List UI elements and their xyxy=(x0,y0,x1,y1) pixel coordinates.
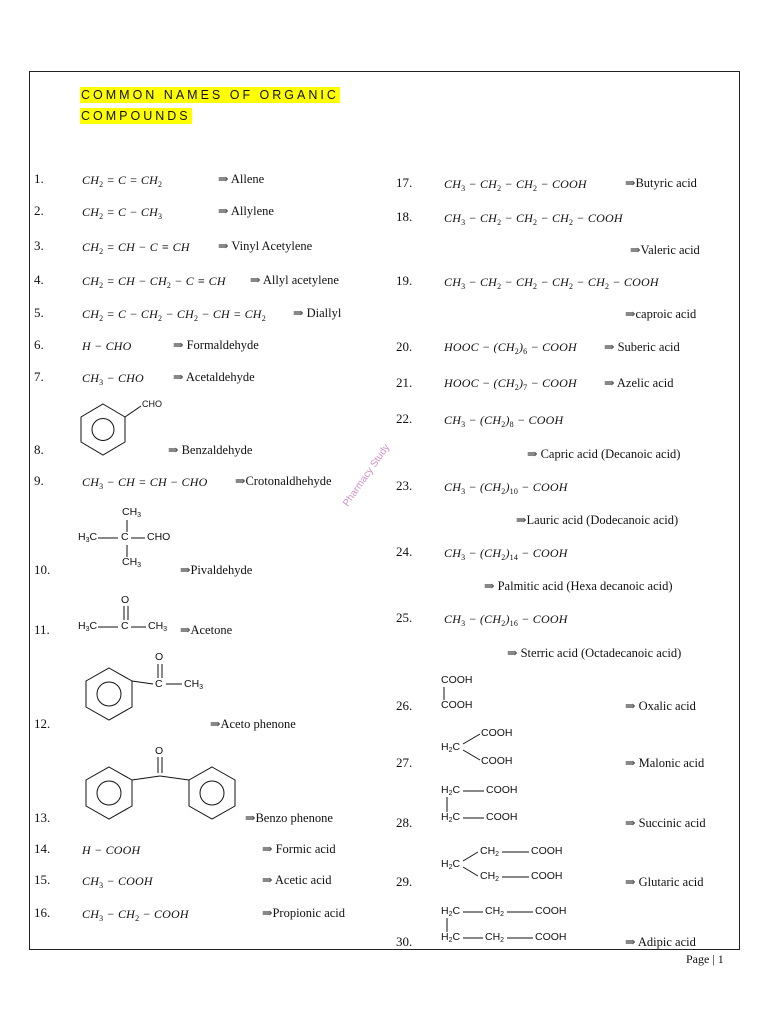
item-number: 14. xyxy=(34,841,51,856)
watermark-stamp: Pharmacy Study xyxy=(341,442,393,509)
item-number: 18. xyxy=(396,209,413,224)
item-number: 20. xyxy=(396,339,413,354)
page-number: Page | 1 xyxy=(686,952,724,966)
page-title-line2: COMPOUNDS xyxy=(81,109,191,123)
item-number: 30. xyxy=(396,934,413,949)
item-number: 6. xyxy=(34,337,44,352)
name-10: ⇒Pivaldehyde xyxy=(180,563,253,577)
item-number: 2. xyxy=(34,203,44,218)
h2c-top: $H_2C$ xyxy=(441,905,461,918)
ch2-bottom: $CH_2$ xyxy=(485,931,505,944)
name-21: ⇒ Azelic acid xyxy=(604,376,674,390)
name-27: ⇒ Malonic acid xyxy=(625,756,705,770)
formula-21: HOOC − $(CH_2)_7$ − COOH xyxy=(444,376,577,392)
item-number: 16. xyxy=(34,905,51,920)
formula-9: $CH_3$ − CH = CH − CHO xyxy=(82,475,208,491)
h2c-top: $H_2C$ xyxy=(441,784,461,797)
o-label: O xyxy=(155,745,164,757)
item-number: 23. xyxy=(396,478,413,493)
h2c-bottom: $H_2C$ xyxy=(441,811,461,824)
name-7: ⇒ Acetaldehyde xyxy=(173,370,255,384)
name-29: ⇒ Glutaric acid xyxy=(625,875,704,889)
name-5: ⇒ Diallyl xyxy=(293,306,342,320)
ch3-acetone: $CH_3$ xyxy=(148,620,168,633)
item-number: 13. xyxy=(34,810,51,825)
formula-19: $CH_3 - CH_2 - CH_2 - CH_2 - CH_2$ − COOH xyxy=(444,275,659,291)
name-24: ⇒ Palmitic acid (Hexa decanoic acid) xyxy=(484,579,673,593)
item-number: 29. xyxy=(396,874,413,889)
item-number: 22. xyxy=(396,411,413,426)
h2c-label: $H_2C$ xyxy=(441,858,461,871)
ch2-bottom: $CH_2$ xyxy=(480,870,500,883)
cooh-top: COOH xyxy=(441,674,473,686)
name-25: ⇒ Sterric acid (Octadecanoic acid) xyxy=(507,646,682,660)
cooh-top: COOH xyxy=(481,727,513,739)
name-8: ⇒ Benzaldehyde xyxy=(168,443,253,457)
cooh-bottom: COOH xyxy=(531,870,563,882)
ch3-top: $CH_3$ xyxy=(122,506,142,519)
item-number: 27. xyxy=(396,755,413,770)
cho-label: CHO xyxy=(142,399,162,409)
cooh-top: COOH xyxy=(531,845,563,857)
item-number: 9. xyxy=(34,473,44,488)
benzene-ring-icon xyxy=(86,668,132,720)
name-4: ⇒ Allyl acetylene xyxy=(250,273,339,287)
ch2-top: $CH_2$ xyxy=(480,845,500,858)
name-23: ⇒Lauric acid (Dodecanoic acid) xyxy=(516,513,679,527)
ch2-top: $CH_2$ xyxy=(485,905,505,918)
formula-15: $CH_3$ − COOH xyxy=(82,874,153,890)
cooh-bottom: COOH xyxy=(486,811,518,823)
o-label: O xyxy=(155,651,164,663)
formula-4: $CH_2$ = CH − $CH_2 - C$ ≡ CH xyxy=(82,274,226,290)
item-number: 24. xyxy=(396,544,413,559)
item-number: 1. xyxy=(34,171,44,186)
formula-22: $CH_3 - (CH_2)_8$ − COOH xyxy=(444,413,564,429)
item-number: 21. xyxy=(396,375,413,390)
name-2: ⇒ Allylene xyxy=(218,204,274,218)
formula-18: $CH_3 - CH_2 - CH_2 - CH_2$ − COOH xyxy=(444,211,623,227)
page-title-line1: COMMON NAMES OF ORGANIC xyxy=(81,88,339,102)
formula-2: $CH_2 = C - CH_3$ xyxy=(82,205,163,221)
item-number: 26. xyxy=(396,698,413,713)
item-number: 8. xyxy=(34,442,44,457)
item-number: 10. xyxy=(34,562,51,577)
name-11: ⇒Acetone xyxy=(180,623,233,637)
item-number: 25. xyxy=(396,610,413,625)
item-number: 5. xyxy=(34,305,44,320)
formula-16: $CH_3 - CH_2$ − COOH xyxy=(82,907,189,923)
item-number: 3. xyxy=(34,238,44,253)
ch3-bottom: $CH_3$ xyxy=(122,556,142,569)
name-15: ⇒ Acetic acid xyxy=(262,873,332,887)
name-13: ⇒Benzo phenone xyxy=(245,811,333,825)
cooh-top: COOH xyxy=(535,905,567,917)
item-number: 15. xyxy=(34,872,51,887)
formula-14: H − COOH xyxy=(82,843,141,857)
h2c-label: $H_2C$ xyxy=(441,741,461,754)
cooh-top: COOH xyxy=(486,784,518,796)
formula-24: $CH_3 - (CH_2)_{14}$ − COOH xyxy=(444,546,568,562)
h2c-bottom: $H_2C$ xyxy=(441,931,461,944)
formula-5: $CH_2 = C - CH_2 - CH_2$ − CH = $CH_2$ xyxy=(82,307,266,323)
formula-6: H − CHO xyxy=(82,339,132,353)
name-22: ⇒ Capric acid (Decanoic acid) xyxy=(527,447,681,461)
name-28: ⇒ Succinic acid xyxy=(625,816,706,830)
name-16: ⇒Propionic acid xyxy=(262,906,346,920)
name-30: ⇒ Adipic acid xyxy=(625,935,696,949)
item-number: 4. xyxy=(34,272,44,287)
name-6: ⇒ Formaldehyde xyxy=(173,338,259,352)
name-14: ⇒ Formic acid xyxy=(262,842,336,856)
name-12: ⇒Aceto phenone xyxy=(210,717,296,731)
benzene-ring-icon xyxy=(189,767,235,819)
name-9: ⇒Crotonaldhehyde xyxy=(235,474,332,488)
item-number: 12. xyxy=(34,716,51,731)
formula-1: $CH_2 = C = CH_2$ xyxy=(82,173,163,189)
benzene-ring-icon xyxy=(86,767,132,819)
benzene-ring-icon xyxy=(81,404,141,455)
h3c-left: $H_3C$ xyxy=(78,531,98,544)
c-center: C xyxy=(121,531,129,543)
cho-right: CHO xyxy=(147,531,171,543)
c-acetone: C xyxy=(121,620,129,632)
ch3-label: $CH_3$ xyxy=(184,678,204,691)
name-20: ⇒ Suberic acid xyxy=(604,340,680,354)
name-1: ⇒ Allene xyxy=(218,172,265,186)
cooh-bottom: COOH xyxy=(481,755,513,767)
item-number: 7. xyxy=(34,369,44,384)
item-number: 19. xyxy=(396,273,413,288)
item-number: 17. xyxy=(396,175,413,190)
cooh-bottom: COOH xyxy=(441,699,473,711)
h3c-acetone: $H_3C$ xyxy=(78,620,98,633)
item-number: 28. xyxy=(396,815,413,830)
c-label: C xyxy=(155,678,163,690)
formula-3: $CH_2$ = CH − C ≡ CH xyxy=(82,240,190,256)
name-17: ⇒Butyric acid xyxy=(625,176,697,190)
formula-17: $CH_3 - CH_2 - CH_2$ − COOH xyxy=(444,177,587,193)
item-number: 11. xyxy=(34,622,50,637)
formula-20: HOOC − $(CH_2)_6$ − COOH xyxy=(444,340,577,356)
o-label: O xyxy=(121,594,130,606)
cooh-bottom: COOH xyxy=(535,931,567,943)
name-18: ⇒Valeric acid xyxy=(630,243,700,257)
formula-25: $CH_3 - (CH_2)_{16}$ − COOH xyxy=(444,612,568,628)
formula-7: $CH_3$ − CHO xyxy=(82,371,144,387)
name-19: ⇒caproic acid xyxy=(625,307,697,321)
formula-23: $CH_3 - (CH_2)_{10}$ − COOH xyxy=(444,480,568,496)
name-26: ⇒ Oxalic acid xyxy=(625,699,696,713)
name-3: ⇒ Vinyl Acetylene xyxy=(218,239,313,253)
